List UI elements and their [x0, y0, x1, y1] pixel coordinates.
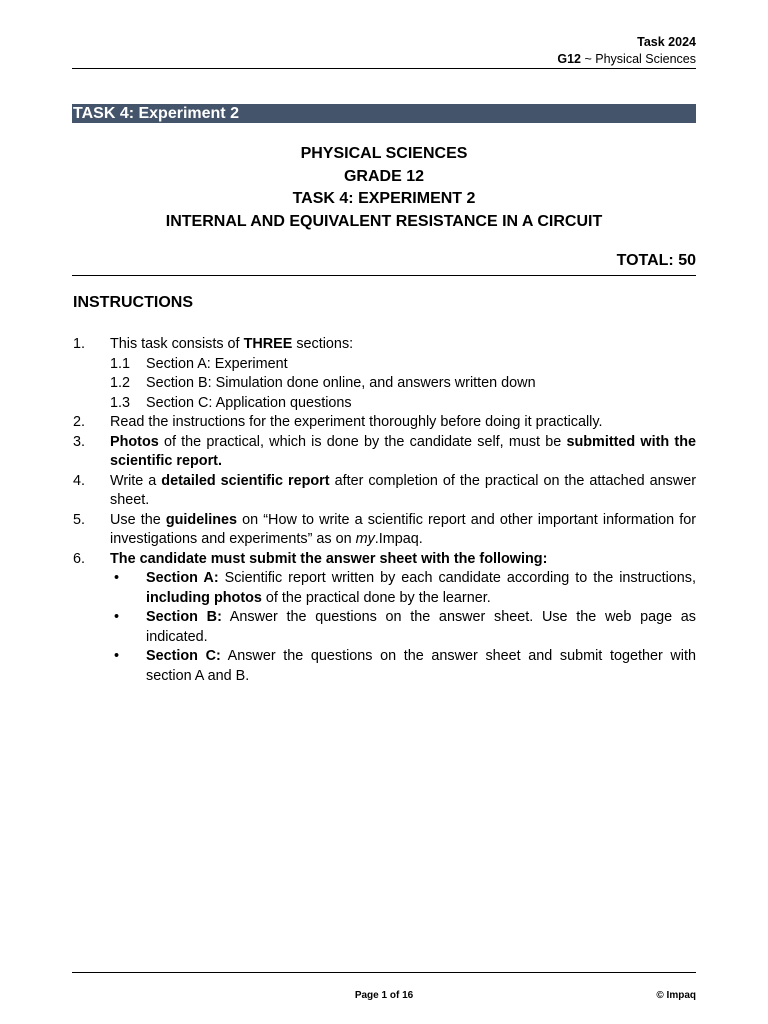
header-divider	[72, 68, 696, 69]
bullet-icon: •	[114, 609, 120, 625]
title-task: TASK 4: EXPERIMENT 2	[292, 190, 476, 207]
title-topic: INTERNAL AND EQUIVALENT RESISTANCE IN A CIRCUIT	[165, 212, 603, 230]
page-total: 16	[402, 990, 414, 1001]
item-number: 6.	[73, 550, 86, 567]
page-of: of	[387, 990, 403, 1001]
bullet-text: Answer the questions on the answer sheet and submit together with section A and B.	[146, 648, 696, 684]
item-text: This task consists of	[110, 336, 244, 352]
list-item	[72, 511, 696, 550]
document-titles	[72, 143, 696, 233]
item-bold: guidelines	[165, 511, 238, 528]
header-task-year: Task 2024	[637, 35, 696, 49]
sub-item-text: Section A: Experiment	[146, 355, 288, 372]
item-bold: submitted with the scientific report.	[110, 433, 696, 469]
bullet-item	[110, 569, 696, 608]
header-subject-line	[557, 51, 696, 68]
instructions-heading: INSTRUCTIONS	[73, 294, 193, 311]
sub-item-text: Section C: Application questions	[146, 394, 352, 411]
bullet-item	[110, 608, 696, 647]
item-bold: The candidate must submit the answer sheet with the following:	[110, 550, 548, 567]
bullet-label: Section B:	[146, 609, 222, 625]
list-item	[72, 433, 696, 472]
item-number: 2.	[73, 414, 86, 430]
item-italic: my	[355, 531, 375, 547]
header-subject: Physical Sciences	[595, 52, 696, 66]
bullet-item	[110, 647, 696, 686]
bullet-bold: including photos	[146, 589, 262, 606]
list-item	[72, 413, 696, 433]
total-marks: TOTAL: 50	[616, 252, 696, 269]
bullet-text: Scientific report written by each candidate according to the instructions,	[218, 570, 696, 586]
item-text: after completion of the practical on the attached answer sheet.	[110, 472, 696, 508]
list-item	[72, 550, 696, 687]
item-text: sections:	[292, 336, 354, 352]
item-bold: Photos	[110, 433, 159, 450]
title-grade: GRADE 12	[343, 167, 425, 185]
header-grade: G12	[557, 52, 581, 66]
page-label: Page	[354, 990, 382, 1001]
footer-divider	[72, 972, 696, 973]
sub-item-number: 1.1	[110, 355, 131, 372]
item-text: Write a	[110, 472, 162, 489]
page-number	[0, 990, 768, 1001]
item-text: Read the instructions for the experiment thoroughly before doing it practically.	[110, 414, 603, 430]
task-title-bar: TASK 4: Experiment 2	[72, 104, 696, 123]
bullet-label: Section A:	[146, 570, 219, 586]
footer-copyright: © Impaq	[656, 990, 696, 1001]
instructions-list	[72, 335, 696, 686]
bullet-icon: •	[114, 648, 120, 664]
sub-item	[110, 374, 696, 394]
sub-item	[110, 355, 696, 375]
item-text: of the practical, which is done by the candidate self, must be	[158, 433, 567, 450]
item-bold: detailed scientific report	[161, 472, 330, 489]
bullet-text: Answer the questions on the answer sheet. Use the web page as indicated.	[146, 609, 696, 645]
page-header	[557, 34, 696, 68]
bullet-label: Section C:	[146, 648, 221, 664]
item-number: 4.	[73, 472, 86, 489]
title-subject: PHYSICAL SCIENCES	[300, 145, 468, 162]
list-item	[72, 335, 696, 413]
list-item	[72, 472, 696, 511]
total-divider	[72, 275, 696, 276]
sub-item-text: Section B: Simulation done online, and answers written down	[146, 375, 536, 391]
sub-item-number: 1.3	[110, 394, 131, 411]
bullet-text: of the practical done by the learner.	[261, 589, 491, 606]
item-text: on “How to write a scientific report and other important information for investigations and experiments” as on	[110, 511, 696, 547]
header-separator: ~	[581, 52, 596, 66]
item-number: 5.	[73, 511, 86, 528]
item-text: .Impaq.	[374, 531, 423, 547]
item-text: Use the	[110, 511, 166, 528]
sub-item	[110, 394, 696, 414]
item-bold: THREE	[243, 336, 293, 352]
item-number: 1.	[73, 336, 86, 352]
page-current: 1	[381, 990, 388, 1001]
bullet-icon: •	[114, 570, 120, 586]
sub-item-number: 1.2	[110, 375, 131, 391]
item-number: 3.	[73, 433, 86, 450]
